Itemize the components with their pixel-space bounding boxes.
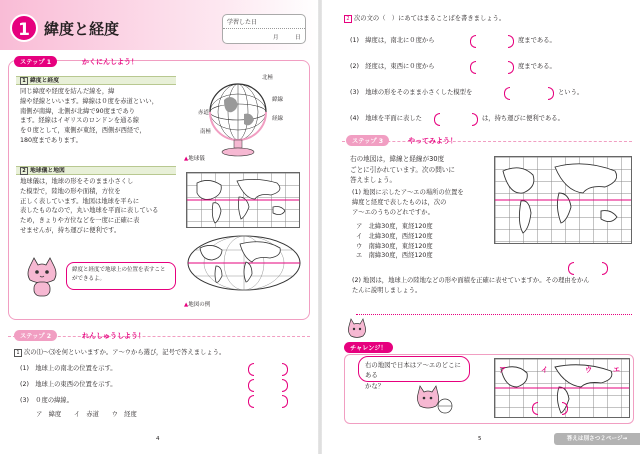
map-mark-e: エ	[613, 366, 620, 374]
step1-title: かくにんしよう！	[82, 58, 138, 66]
item-number: (2)	[350, 63, 359, 70]
sec1-line: 同じ緯度や経度を結んだ線を，緯	[20, 88, 115, 95]
item-text: 地球上の南北の位置を示す。	[35, 365, 117, 372]
sec2-line: ため，きょりや方位などを一度に正確に表	[20, 217, 140, 224]
challenge-line: かな？	[365, 381, 385, 390]
item-text-before: 地球を平面に表した	[365, 115, 422, 122]
sec1-body	[20, 87, 180, 146]
globe-label-longitude: 経線	[272, 116, 284, 122]
sec2-line: 地球儀は，地球の形をそのまま小さくし	[20, 178, 134, 185]
flat-map-land	[187, 173, 299, 227]
option-value: 北緯30度，西経120度	[368, 232, 433, 240]
item-number: (1)	[350, 37, 359, 44]
lesson-title: 緯度と経度	[44, 20, 120, 38]
sec2-number: 2	[20, 167, 28, 175]
challenge-line: 右の地図で日本はア～エのどこにある	[365, 361, 461, 380]
sec2-title-bar	[16, 166, 176, 175]
sec1-line: 線や経線といいます。緯線は０度を赤道といい，	[20, 97, 159, 105]
step2-question-text: 次の⑴～⑶を何といいますか。ア～ウから選び，記号で答えましょう。	[24, 349, 226, 356]
speech-bubble	[66, 262, 176, 290]
globe-label-north-pole: 北極	[262, 75, 274, 81]
flat-map-example	[186, 172, 300, 228]
right-page	[322, 0, 640, 454]
q2-item-4	[350, 114, 422, 124]
option-value: 南緯30度，西経120度	[368, 252, 433, 260]
step3-badge: ステップ 3	[346, 135, 389, 146]
step2-question-number: 1	[14, 349, 22, 357]
option-row	[356, 242, 433, 252]
item-text-before: 緯度は，南北に０度から	[365, 37, 435, 44]
step3-sub1	[352, 188, 482, 217]
sec1-line: ます。経線はイギリスのロンドンを通る線	[20, 117, 140, 125]
step3-sub2-line: (2) 地図は，地球上の陸地などの形や面積を正確に表せていますか。その理由をかん	[352, 277, 590, 284]
challenge-bubble	[358, 356, 470, 390]
option-value: 北緯30度，東経120度	[368, 223, 433, 230]
step2-item-2	[20, 380, 117, 390]
item-number: (3)	[20, 397, 29, 404]
sec2-line: せませんが，持ち運びに便利です。	[20, 226, 121, 234]
step3-blank-1[interactable]	[568, 262, 608, 273]
option-key: イ	[356, 232, 363, 240]
world-grid-map-land	[495, 157, 631, 243]
option-key: ウ	[356, 242, 363, 250]
study-date-label: 学習した日	[223, 15, 305, 29]
q2-item-2-after: 度まである。	[518, 63, 556, 70]
step3-intro-line: ごとに引かれています。次の問いに	[350, 165, 455, 174]
cat-mascot-icon	[24, 256, 60, 300]
challenge-badge: チャレンジ！	[344, 342, 393, 353]
sec1-title-bar	[16, 76, 176, 85]
q2-blank-2[interactable]	[470, 61, 514, 72]
sec1-line: を０度として，東側が東経，西側が西経で，	[20, 127, 146, 134]
q2-item-3-after: という。	[558, 89, 584, 96]
sec2-body	[20, 177, 180, 236]
q2-item-2	[350, 62, 434, 72]
answer-blank-2[interactable]	[248, 379, 288, 390]
step2-title: れんしゅうしよう！	[82, 332, 145, 340]
step3-sub1-line: 緯度と経度で表したものは，次の	[352, 198, 447, 206]
answer-reference-tab: 答えは別さつ２ページ→	[554, 433, 640, 445]
step3-sub2	[352, 276, 636, 296]
oval-map-example	[186, 234, 302, 292]
step3-sub1-line: ア～エのうちのどれですか。	[352, 208, 434, 216]
challenge-blank[interactable]	[532, 402, 568, 413]
q2-item-4-after: は，持ち運びに便利である。	[482, 115, 564, 122]
left-page	[0, 0, 318, 454]
step2-question	[14, 348, 310, 358]
world-grid-map	[494, 156, 632, 244]
step3-answer-line[interactable]	[356, 314, 632, 315]
cat-with-globe-icon	[414, 384, 454, 418]
q2-item-1	[350, 36, 434, 46]
step3-title: やってみよう！	[408, 137, 457, 145]
sec2-line: 正しく表しています。地図は地球を平らに	[20, 197, 140, 205]
sec1-number: 1	[20, 77, 28, 85]
step3-intro-line: 右の地図は，緯線と経線が30度	[350, 155, 445, 163]
sec1-line: 南側が南緯，北側が北緯で90度まであり	[20, 107, 136, 115]
step2-badge: ステップ 2	[14, 330, 57, 341]
study-date-box	[222, 14, 306, 44]
q2-blank-3[interactable]	[504, 87, 554, 98]
sec1-line: 180度まであります。	[20, 136, 82, 144]
step3-sub1-line: (1) 地図に示したア～エの場所の位置を	[352, 189, 464, 196]
answer-blank-3[interactable]	[248, 395, 288, 406]
sec2-title: 地球儀と地図	[30, 168, 65, 174]
month-label: 月	[273, 35, 279, 41]
sec2-line: 表したものなので，丸い地球を平面に表している	[20, 207, 159, 215]
option-key: エ	[356, 252, 363, 260]
globe-label-latitude: 緯線	[272, 97, 284, 103]
map-mark-u: ウ	[585, 366, 592, 374]
sec1-title: 緯度と経度	[30, 78, 59, 84]
option-row	[356, 232, 433, 242]
item-text-before: 経度は，東西に０度から	[365, 63, 435, 70]
sec2-line: た模型で，陸地の形や面積，方位を	[20, 187, 121, 195]
step2-choices: ア 緯度 イ 赤道 ウ 経度	[36, 411, 137, 418]
step2-item-3	[20, 396, 73, 406]
q2-question	[344, 14, 505, 24]
q2-number: 2	[344, 15, 352, 23]
step2-item-1	[20, 364, 117, 374]
map-caption-text: 地図の例	[188, 302, 211, 308]
caption-arrow-icon: ▲	[184, 156, 189, 162]
item-number: (2)	[20, 381, 29, 388]
day-label: 日	[295, 35, 301, 41]
item-text: 地球上の東西の位置を示す。	[35, 381, 117, 388]
page-number-left: 4	[156, 436, 160, 442]
answer-blank-1[interactable]	[248, 363, 288, 374]
step3-options	[356, 222, 433, 261]
item-text: ０度の緯線。	[35, 397, 73, 404]
option-value: 南緯30度，東経120度	[368, 242, 433, 250]
q2-item-3	[350, 88, 472, 98]
map-mark-i: イ	[541, 366, 548, 374]
globe-label-south-pole: 南極	[200, 129, 212, 135]
step3-intro-line: 答えましょう。	[350, 176, 397, 185]
item-number: (4)	[350, 115, 359, 122]
q2-blank-1[interactable]	[470, 35, 514, 46]
q2-question-text: 次の文の（ ）にあてはまることばを書きましょう。	[354, 15, 506, 22]
map-mark-a: ア	[499, 366, 506, 374]
option-key: ア	[356, 223, 363, 230]
step3-sub2-line: たんに説明しましょう。	[352, 286, 422, 294]
q2-item-1-after: 度まである。	[518, 37, 556, 44]
option-row	[356, 222, 433, 232]
item-number: (3)	[350, 89, 359, 96]
globe-caption	[184, 154, 205, 162]
lesson-number-badge: 1	[10, 14, 38, 42]
globe-label-equator: 赤道	[198, 110, 210, 116]
option-row	[356, 251, 433, 261]
step3-intro	[350, 154, 490, 186]
globe-caption-text: 地球儀	[188, 156, 205, 162]
q2-blank-4[interactable]	[434, 113, 478, 124]
page-number-right: 5	[478, 436, 482, 442]
cat-mascot-small-icon	[346, 318, 368, 342]
map-caption	[184, 300, 210, 308]
step1-badge: ステップ 1	[14, 56, 57, 67]
item-text-before: 地球の形をそのまま小さくした模型を	[365, 89, 473, 96]
caption-arrow-icon: ▲	[184, 302, 189, 308]
item-number: (1)	[20, 365, 29, 372]
speech-bubble-text: 緯度と経度で地球上の位置を表すことができるよ。	[72, 267, 166, 282]
